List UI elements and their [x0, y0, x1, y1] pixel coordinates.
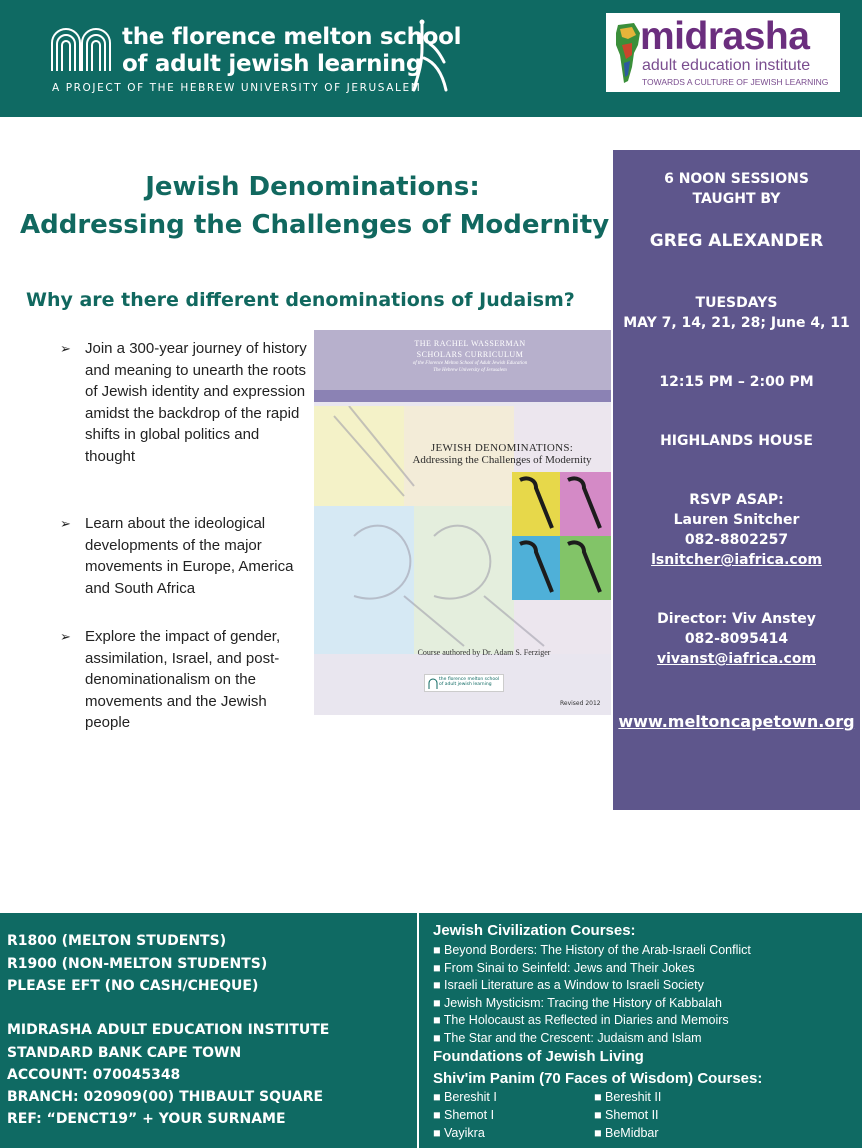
- website-link[interactable]: www.meltoncapetown.org: [618, 712, 855, 731]
- list-item: ■ Bereshit I: [433, 1090, 497, 1104]
- list-item: ■ Bereshit II: [594, 1090, 662, 1104]
- melton-school-name-line1: the florence melton school: [122, 24, 462, 50]
- price-melton-students: R1800 (MELTON STUDENTS): [7, 933, 227, 949]
- director-phone: 082-8095414: [684, 631, 789, 647]
- book-cover-band: [314, 390, 611, 402]
- footer-divider: [417, 913, 419, 1148]
- list-item: ■ From Sinai to Seinfeld: Jews and Their Jokes: [433, 961, 695, 975]
- melton-school-name-line2: of adult jewish learning: [122, 51, 422, 77]
- book-melton-logo: [424, 674, 504, 692]
- list-item: ■ Shemot I: [433, 1108, 495, 1122]
- midrasha-tagline: TOWARDS A CULTURE OF JEWISH LEARNING: [642, 77, 829, 87]
- melton-subtitle: A PROJECT OF THE HEBREW UNIVERSITY OF JERUSALEM: [52, 82, 422, 94]
- melton-arches-small-icon: [428, 678, 438, 689]
- bullet-text: Explore the impact of gender, assimilation, Israel, and post-denominationalism on the movements and the Jewish people: [85, 628, 281, 732]
- payment-reference: REF: “DENCT19” + YOUR SURNAME: [7, 1111, 286, 1127]
- taught-by-label: TAUGHT BY: [692, 191, 781, 207]
- teacher-name: GREG ALEXANDER: [649, 231, 824, 251]
- director-email-link[interactable]: vivanst@iafrica.com: [656, 651, 817, 667]
- midrasha-subtitle: adult education institute: [642, 57, 811, 74]
- midrasha-logo: [606, 13, 840, 92]
- list-item: [60, 626, 310, 734]
- shivim-panim-heading: Shiv'im Panim (70 Faces of Wisdom) Courses:: [433, 1070, 763, 1087]
- price-non-melton-students: R1900 (NON-MELTON STUDENTS): [7, 956, 268, 972]
- rsvp-email-link[interactable]: lsnitcher@iafrica.com: [651, 552, 822, 568]
- foundations-heading: Foundations of Jewish Living: [433, 1048, 644, 1065]
- list-item: ■ BeMidbar: [594, 1126, 659, 1140]
- session-info-panel: [613, 150, 860, 810]
- bank-branch: BRANCH: 020909(00) THIBAULT SQUARE: [7, 1089, 324, 1105]
- course-title-line2: Addressing the Challenges of Modernity: [20, 210, 610, 240]
- arrow-bullet-icon: ➢: [60, 516, 71, 531]
- course-title-line1: Jewish Denominations:: [145, 172, 480, 202]
- bullet-text: Learn about the ideological developments of the major movements in Europe, America and South Africa: [85, 515, 294, 597]
- session-time: 12:15 PM – 2:00 PM: [659, 374, 814, 390]
- session-days: TUESDAYS: [695, 295, 778, 311]
- list-item: ■ Vayikra: [433, 1126, 485, 1140]
- arrow-bullet-icon: ➢: [60, 341, 71, 356]
- list-item: [60, 513, 310, 599]
- civilization-courses-heading: Jewish Civilization Courses:: [433, 922, 636, 939]
- bank-account-number: ACCOUNT: 070045348: [7, 1067, 181, 1083]
- bank-account-name: MIDRASHA ADULT EDUCATION INSTITUTE: [7, 1022, 330, 1038]
- list-item: ■ The Star and the Crescent: Judaism and Islam: [433, 1031, 702, 1045]
- book-curriculum-line2: SCHOLARS CURRICULUM: [416, 350, 524, 359]
- list-item: ■ Beyond Borders: The History of the Arab-Israeli Conflict: [433, 943, 751, 957]
- book-title: [394, 442, 610, 466]
- session-venue: HIGHLANDS HOUSE: [660, 433, 813, 449]
- sessions-count: 6 NOON SESSIONS: [664, 171, 809, 187]
- book-curriculum-line1: THE RACHEL WASSERMAN: [414, 339, 526, 348]
- header-banner: [0, 0, 862, 117]
- book-footer-line2: of adult jewish learning: [439, 682, 492, 687]
- melton-arches-logo-icon: [50, 27, 112, 73]
- book-footer-line1: the florence melton school: [439, 677, 500, 682]
- session-dates: MAY 7, 14, 21, 28; June 4, 11: [623, 315, 850, 331]
- list-item: ■ Israeli Literature as a Window to Israeli Society: [433, 978, 704, 992]
- book-curriculum-line4: The Hebrew University of Jerusalem: [433, 368, 507, 373]
- rsvp-label: RSVP ASAP:: [689, 492, 784, 508]
- list-item: ■ The Holocaust as Reflected in Diaries and Memoirs: [433, 1013, 729, 1027]
- bank-name: STANDARD BANK CAPE TOWN: [7, 1045, 242, 1061]
- rsvp-contact-name: Lauren Snitcher: [673, 512, 800, 528]
- bullet-text: Join a 300-year journey of history and meaning to unearth the roots of Jewish identity and expression amidst the backdrop of the rapid shifts in global politics and thought: [85, 340, 307, 465]
- arrow-bullet-icon: ➢: [60, 629, 71, 644]
- list-item: ■ Jewish Mysticism: Tracing the History of Kabbalah: [433, 996, 722, 1010]
- book-author: Course authored by Dr. Adam S. Ferziger: [417, 648, 551, 657]
- book-title-line1: JEWISH DENOMINATIONS:: [430, 442, 574, 454]
- midrasha-wordmark: midrasha: [640, 15, 810, 58]
- list-item: ■ Shemot II: [594, 1108, 659, 1122]
- book-revised-label: Revised 2012: [560, 700, 601, 707]
- course-question: Why are there different denominations of Judaism?: [26, 289, 575, 311]
- book-title-line2: Addressing the Challenges of Modernity: [412, 454, 592, 466]
- africa-map-icon: [614, 19, 642, 87]
- director-name: Director: Viv Anstey: [657, 611, 816, 627]
- list-item: [60, 338, 310, 468]
- payment-method-note: PLEASE EFT (NO CASH/CHEQUE): [7, 978, 259, 994]
- rsvp-phone: 082-8802257: [684, 532, 789, 548]
- book-curriculum-label: [412, 338, 528, 374]
- book-curriculum-line3: of the Florence Melton School of Adult Jewish Education: [412, 361, 528, 366]
- book-footer-text: [439, 677, 499, 687]
- hebrew-university-mark-icon: [410, 18, 450, 96]
- book-cover-image: [314, 330, 611, 715]
